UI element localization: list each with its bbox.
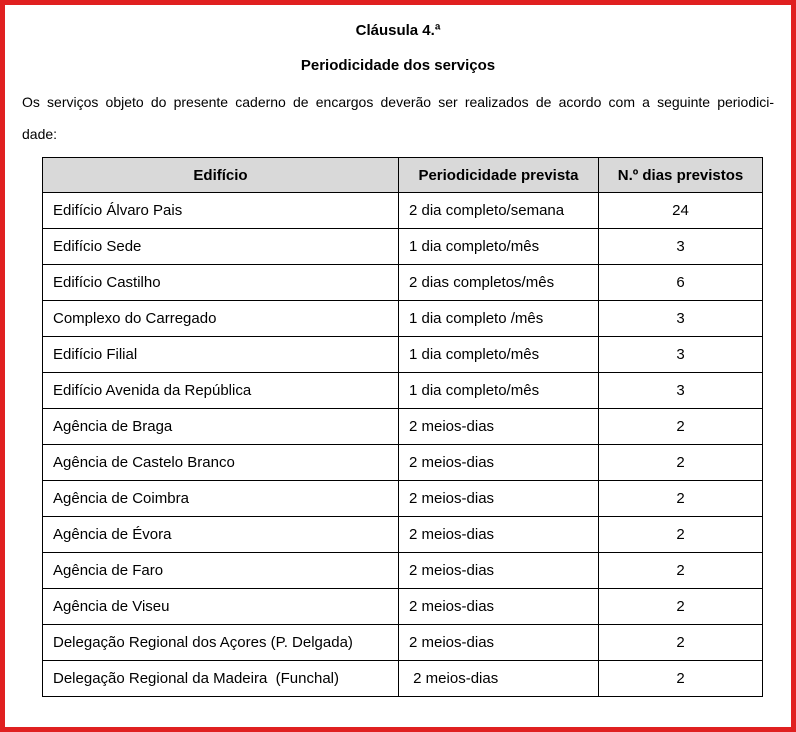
days-cell: 2	[599, 553, 763, 589]
building-cell: Edifício Castilho	[43, 265, 399, 301]
days-cell: 2	[599, 409, 763, 445]
days-cell: 3	[599, 229, 763, 265]
table-row	[43, 481, 763, 517]
intro-line-2: dade:	[22, 126, 58, 142]
table-row	[43, 625, 763, 661]
table-row	[43, 589, 763, 625]
days-cell: 3	[599, 337, 763, 373]
clause-subtitle: Periodicidade dos serviços	[300, 57, 496, 74]
periodicity-cell: 2 meios-dias	[399, 661, 599, 697]
table-row	[43, 301, 763, 337]
periodicity-cell: 2 dias completos/mês	[399, 265, 599, 301]
table-row	[43, 445, 763, 481]
building-cell: Agência de Castelo Branco	[43, 445, 399, 481]
periodicity-cell: 1 dia completo /mês	[399, 301, 599, 337]
periodicity-cell: 2 meios-dias	[399, 517, 599, 553]
table-row	[43, 193, 763, 229]
table-row	[43, 661, 763, 697]
header-periodicity: Periodicidade prevista	[399, 158, 599, 193]
periodicity-cell: 2 meios-dias	[399, 553, 599, 589]
building-cell: Agência de Viseu	[43, 589, 399, 625]
days-cell: 2	[599, 481, 763, 517]
periodicity-cell: 2 meios-dias	[399, 589, 599, 625]
building-cell: Complexo do Carregado	[43, 301, 399, 337]
days-cell: 3	[599, 301, 763, 337]
intro-paragraph	[22, 86, 774, 150]
periodicity-cell: 2 meios-dias	[399, 625, 599, 661]
periodicity-cell: 1 dia completo/mês	[399, 337, 599, 373]
header-days: N.º dias previstos	[599, 158, 763, 193]
building-cell: Edifício Álvaro Pais	[43, 193, 399, 229]
periodicity-cell: 2 meios-dias	[399, 409, 599, 445]
building-cell: Agência de Coimbra	[43, 481, 399, 517]
periodicity-table	[42, 157, 763, 697]
header-row	[43, 158, 763, 193]
building-cell: Delegação Regional dos Açores (P. Delgada)	[43, 625, 399, 661]
days-cell: 2	[599, 445, 763, 481]
days-cell: 2	[599, 517, 763, 553]
intro-line-1: Os serviços objeto do presente caderno de encargos deverão ser realizados de acordo com a seguinte periodici-	[22, 94, 774, 110]
building-cell: Agência de Faro	[43, 553, 399, 589]
table-row	[43, 553, 763, 589]
periodicity-cell: 1 dia completo/mês	[399, 373, 599, 409]
building-cell: Edifício Sede	[43, 229, 399, 265]
days-cell: 3	[599, 373, 763, 409]
building-cell: Delegação Regional da Madeira (Funchal)	[43, 661, 399, 697]
days-cell: 24	[599, 193, 763, 229]
table-header	[43, 158, 763, 193]
days-cell: 6	[599, 265, 763, 301]
header-building: Edifício	[43, 158, 399, 193]
table-row	[43, 265, 763, 301]
table-row	[43, 229, 763, 265]
building-cell: Agência de Braga	[43, 409, 399, 445]
days-cell: 2	[599, 625, 763, 661]
days-cell: 2	[599, 661, 763, 697]
building-cell: Agência de Évora	[43, 517, 399, 553]
periodicity-cell: 2 dia completo/semana	[399, 193, 599, 229]
periodicity-cell: 1 dia completo/mês	[399, 229, 599, 265]
table-row	[43, 409, 763, 445]
table-row	[43, 373, 763, 409]
building-cell: Edifício Avenida da República	[43, 373, 399, 409]
days-cell: 2	[599, 589, 763, 625]
table-body	[43, 193, 763, 697]
clause-title: Cláusula 4.ª	[355, 22, 441, 39]
table-row	[43, 517, 763, 553]
periodicity-cell: 2 meios-dias	[399, 445, 599, 481]
table-row	[43, 337, 763, 373]
periodicity-cell: 2 meios-dias	[399, 481, 599, 517]
building-cell: Edifício Filial	[43, 337, 399, 373]
